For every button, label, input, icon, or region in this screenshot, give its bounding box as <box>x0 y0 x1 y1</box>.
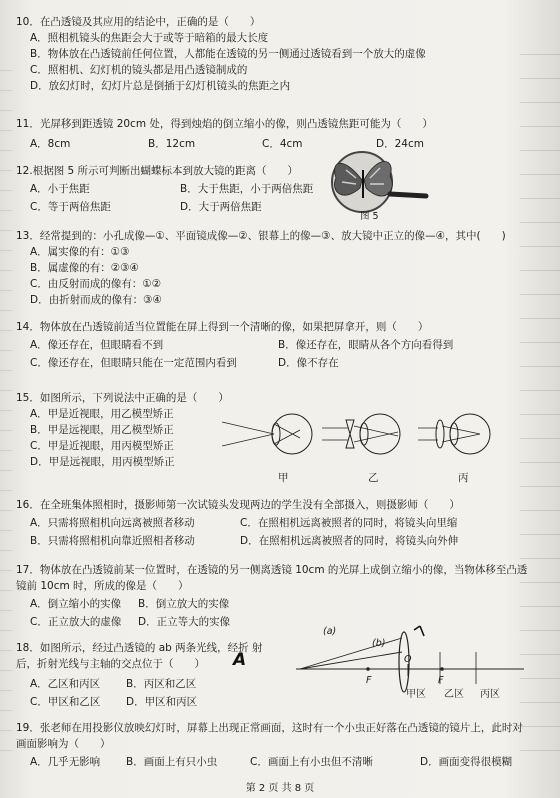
question-11 <box>16 116 433 152</box>
label-bing: 丙 <box>458 472 469 484</box>
q18-label-b: (b) <box>372 638 386 649</box>
q18-label-a: (a) <box>323 626 337 637</box>
bleed-through-right <box>520 40 560 760</box>
q12-stem: 12.根据图 5 所示可判断出蝴蝶标本到放大镜的距离（ ） <box>16 165 299 177</box>
q17-stem-line1: 17．物体放在凸透镜前某一位置时，在透镜的另一侧离透镜 10cm 的光屏上成倒立缩小的像，当物体移至凸透 <box>16 564 528 576</box>
q11-option-d: D．24cm <box>376 138 424 150</box>
q19-option-a: A．几乎无影响 <box>30 756 101 768</box>
figure-5-caption: 图 5 <box>360 211 379 222</box>
q18-region-bing: 丙区 <box>480 689 500 700</box>
q10-option-b: B．物体放在凸透镜前任何位置，人都能在透镜的另一侧通过透镜看到一个放大的虚像 <box>30 48 426 60</box>
q17-stem-line2: 镜前 10cm 时，所成的像是（ ） <box>16 580 189 592</box>
q11-option-a: A．8cm <box>30 138 71 150</box>
eye-diagram-yi <box>322 414 400 454</box>
q13-option-d: D．由折射而成的像有：③④ <box>30 294 162 306</box>
question-17 <box>16 562 527 630</box>
q14-option-c: C．像还存在，但眼睛只能在一定范围内看到 <box>30 357 237 369</box>
q18-label-o: O <box>404 654 412 665</box>
q14-option-d: D．像不存在 <box>278 357 339 369</box>
q10-stem: 10．在凸透镜及其应用的结论中，正确的是（ ） <box>16 16 261 28</box>
q16-option-a: A．只需将照相机向远离被照者移动 <box>30 517 195 529</box>
q15-option-a: A．甲是近视眼，用乙模型矫正 <box>30 408 174 420</box>
question-15 <box>16 390 229 470</box>
q16-option-b: B．只需将照相机向靠近照相者移动 <box>30 535 195 547</box>
figure-eye-diagrams <box>218 408 518 468</box>
q18-option-b: B．丙区和乙区 <box>126 678 197 690</box>
q18-option-c: C．甲区和乙区 <box>30 696 101 708</box>
question-16 <box>16 497 460 549</box>
q12-option-c: C．等于两倍焦距 <box>30 201 111 213</box>
q17-option-b: B．倒立放大的实像 <box>138 598 230 610</box>
q13-option-b: B．属虚像的有：②③④ <box>30 262 139 274</box>
bleed-through-left <box>0 60 12 760</box>
q18-stem-line1: 18．如图所示，经过凸透镜的 ab 两条光线，经折 射 <box>16 642 263 654</box>
eye-diagram-jia <box>222 414 312 454</box>
q17-option-a: A．倒立缩小的实像 <box>30 598 122 610</box>
question-10 <box>16 14 426 94</box>
eye-diagram-bing <box>418 414 490 454</box>
q10-option-c: C．照相机、幻灯机的镜头都是用凸透镜制成的 <box>30 64 248 76</box>
q15-stem: 15．如图所示，下列说法中正确的是（ ） <box>16 392 229 404</box>
q18-option-a: A．乙区和丙区 <box>30 678 101 690</box>
q15-option-b: B．甲是远视眼，用乙模型矫正 <box>30 424 174 436</box>
q19-option-b: B．画面上有只小虫 <box>126 756 218 768</box>
label-yi: 乙 <box>368 472 379 484</box>
q18-handwritten-answer: A <box>233 650 247 670</box>
q18-label-f-right: F <box>438 675 444 686</box>
q11-option-c: C．4cm <box>262 138 303 150</box>
q10-option-a: A．照相机镜头的焦距会大于或等于暗箱的最大长度 <box>30 32 269 44</box>
q18-option-d: D．甲区和丙区 <box>126 696 198 708</box>
q16-option-c: C．在照相机远离被照者的同时，将镜头向里缩 <box>240 517 458 529</box>
q15-option-d: D．甲是远视眼，用丙模型矫正 <box>30 456 175 468</box>
q18-region-yi: 乙区 <box>444 689 464 700</box>
q10-option-d: D．放幻灯时，幻灯片总是倒插于幻灯机镜头的焦距之内 <box>30 80 291 92</box>
q13-stem: 13．经常提到的：小孔成像—①、平面镜成像—②、银幕上的像—③、放大镜中正立的像—④，其中( ) <box>16 230 506 242</box>
q18-label-f-left: F <box>366 675 372 686</box>
q17-option-c: C．正立放大的虚像 <box>30 616 122 628</box>
q16-option-d: D．在照相机远离被照者的同时，将镜头向外伸 <box>240 535 459 547</box>
q14-option-b: B．像还存在，眼睛从各个方向看得到 <box>278 339 454 351</box>
q18-stem-line2: 后，折射光线与主轴的交点位于（ ） <box>16 658 205 670</box>
q13-option-c: C．由反射而成的像有：①② <box>30 278 162 290</box>
q12-option-a: A．小于焦距 <box>30 183 90 195</box>
q19-stem-line2: 画面影响为（ ） <box>16 738 111 750</box>
question-12 <box>16 163 313 215</box>
q11-stem: 11．光屏移到距透镜 20cm 处，得到烛焰的倒立缩小的像，则凸透镜焦距可能为（ ） <box>16 118 433 130</box>
q19-option-d: D．画面变得很模糊 <box>420 756 513 768</box>
q11-option-b: B．12cm <box>148 138 196 150</box>
q19-stem-line1: 19．张老师在用投影仪放映幻灯时，屏幕上出现正常画面，这时有一个小虫正好落在凸透镜的镜片上，此时对 <box>16 722 523 734</box>
page-footer: 第 2 页 共 8 页 <box>245 783 315 794</box>
question-18 <box>16 640 262 710</box>
q12-option-d: D．大于两倍焦距 <box>180 201 262 213</box>
q13-option-a: A．属实像的有：①③ <box>30 246 130 258</box>
q14-option-a: A．像还存在，但眼睛看不到 <box>30 339 164 351</box>
question-13 <box>16 228 506 308</box>
q17-option-d: D．正立等大的实像 <box>138 616 231 628</box>
question-19 <box>16 720 523 770</box>
label-jia: 甲 <box>278 472 289 484</box>
q18-region-jia: 甲区 <box>406 689 426 700</box>
q12-option-b: B．大于焦距，小于两倍焦距 <box>180 183 314 195</box>
q16-stem: 16．在全班集体照相时，摄影师第一次试镜头发现两边的学生没有全部摄入，则摄影师（ ） <box>16 499 460 511</box>
q15-option-c: C．甲是近视眼，用丙模型矫正 <box>30 440 174 452</box>
q14-stem: 14．物体放在凸透镜前适当位置能在屏上得到一个清晰的像，如果把屏拿开，则（ ） <box>16 321 429 333</box>
q19-option-c: C．画面上有小虫但不清晰 <box>250 756 373 768</box>
question-14 <box>16 319 453 371</box>
